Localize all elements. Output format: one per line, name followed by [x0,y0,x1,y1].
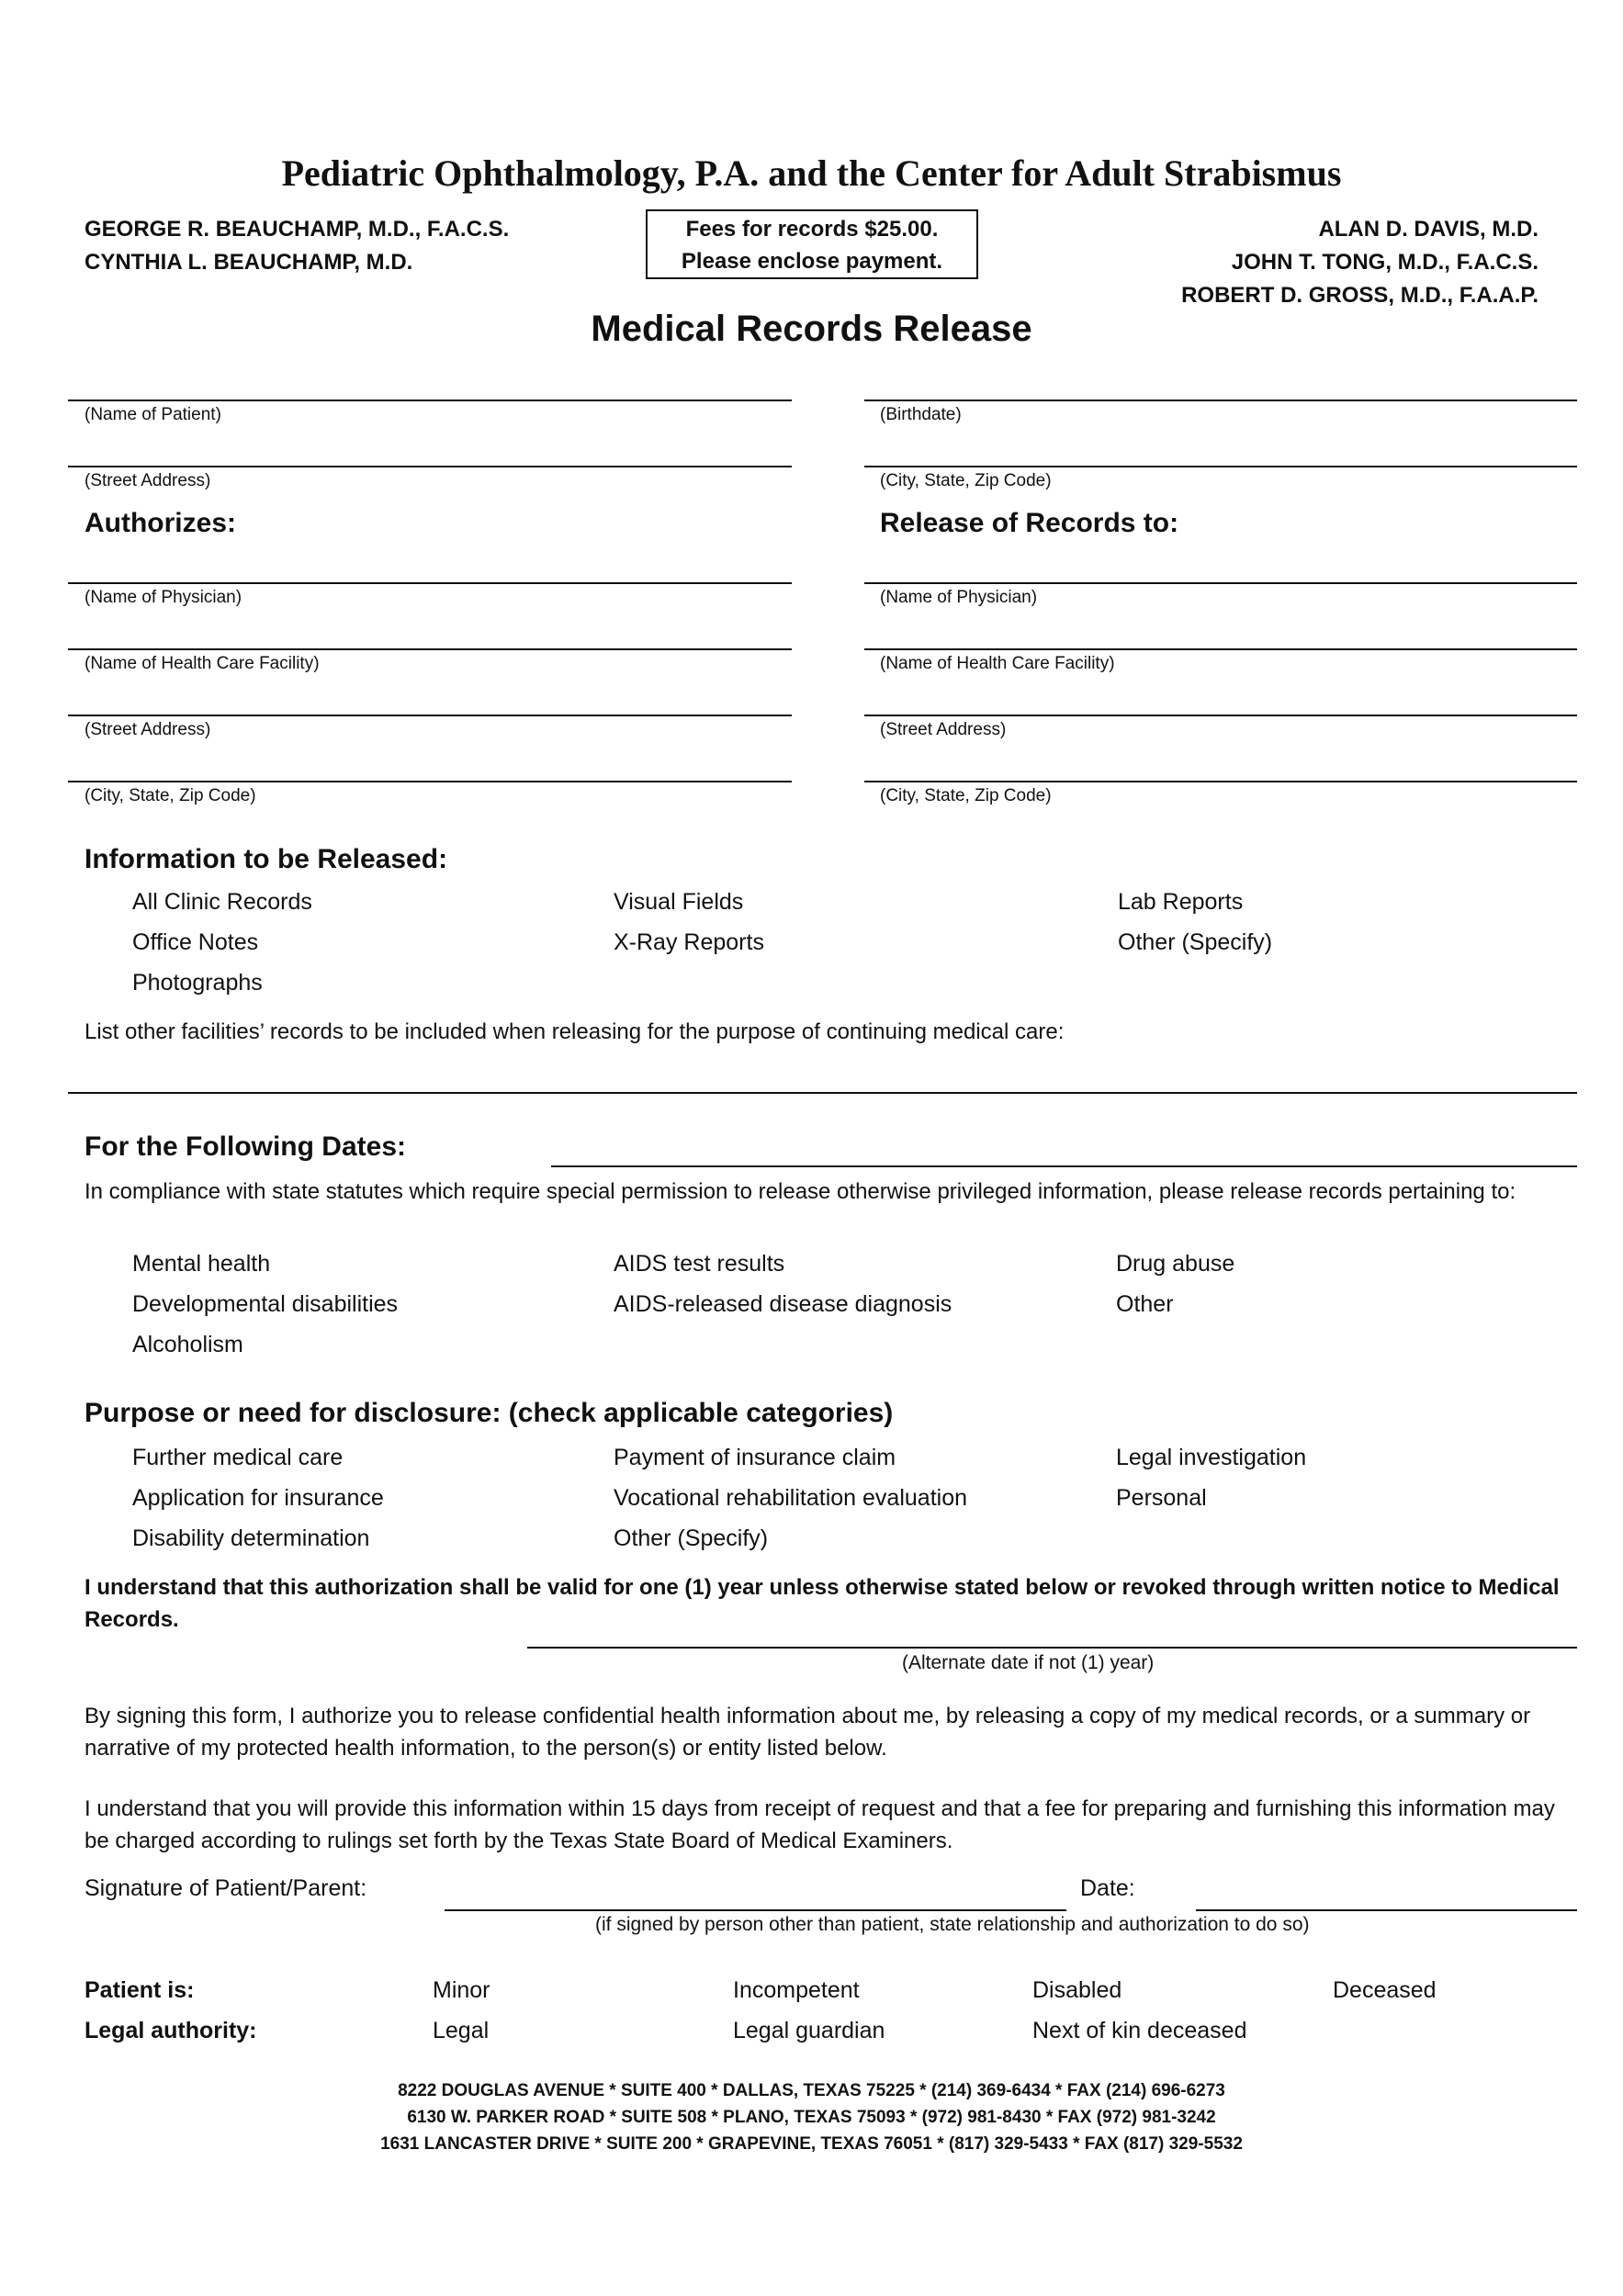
release-street-field[interactable] [864,715,1577,716]
special-option[interactable]: AIDS test results [614,1251,785,1277]
release-facility-field[interactable] [864,648,1577,650]
signature-field[interactable] [445,1909,1066,1911]
release-to-heading: Release of Records to: [880,508,1179,538]
footer-addresses [0,2077,1623,2157]
legal-authority-label: Legal authority: [85,2018,257,2043]
practice-name: Pediatric Ophthalmology, P.A. and the Center for Adult Strabismus [281,152,1342,194]
signature-note: (if signed by person other than patient, state relationship and authorization to do so) [595,1914,1310,1935]
release-physician-caption: (Name of Physician) [880,588,1038,607]
purpose-heading: Purpose or need for disclosure: (check applicable categories) [85,1398,894,1428]
legal-authority-option[interactable]: Legal guardian [733,2018,885,2043]
fee-line: Please enclose payment. [681,249,943,274]
auth-street-field[interactable] [68,715,792,716]
footer-address-line: 1631 LANCASTER DRIVE * SUITE 200 * GRAPEVINE, TEXAS 76051 * (817) 329-5433 * FAX (817) 329-5532 [380,2134,1243,2154]
signature-label: Signature of Patient/Parent: [85,1875,367,1901]
information-heading: Information to be Released: [85,844,448,874]
special-option[interactable]: AIDS-released disease diagnosis [614,1291,952,1317]
date-label: Date: [1080,1875,1135,1901]
purpose-option[interactable]: Disability determination [132,1525,370,1551]
info-option[interactable]: All Clinic Records [132,889,312,915]
info-option[interactable]: Other (Specify) [1118,929,1273,955]
consent-paragraph: I understand that you will provide this information within 15 days from receipt of request and that a fee for preparing and furnishing this information may be charged according to rulings set forth by the Texas State Board of Medical Examiners. [85,1796,1555,1853]
purpose-option[interactable]: Application for insurance [132,1485,384,1511]
info-option[interactable]: Visual Fields [614,889,744,915]
legal-authority-option[interactable]: Legal [433,2018,490,2043]
auth-facility-caption: (Name of Health Care Facility) [85,654,320,673]
authorizes-heading: Authorizes: [85,508,236,538]
info-option[interactable]: Photographs [132,970,263,996]
info-option[interactable]: X-Ray Reports [614,929,764,955]
release-city-field[interactable] [864,781,1577,782]
purpose-option[interactable]: Other (Specify) [614,1525,769,1551]
special-option[interactable]: Developmental disabilities [132,1291,399,1317]
doctor-name: GEORGE R. BEAUCHAMP, M.D., F.A.C.S. [85,217,510,242]
patient-name-field[interactable] [68,400,792,401]
doctor-name: ROBERT D. GROSS, M.D., F.A.A.P. [1181,283,1538,308]
auth-physician-field[interactable] [68,582,792,584]
other-facilities-field[interactable] [68,1092,1577,1094]
fee-line: Fees for records $25.00. [685,217,939,242]
release-facility-caption: (Name of Health Care Facility) [880,654,1115,673]
footer-address-line: 6130 W. PARKER ROAD * SUITE 508 * PLANO, TEXAS 75093 * (972) 981-8430 * FAX (972) 981-3242 [407,2108,1216,2127]
purpose-option[interactable]: Personal [1116,1485,1207,1511]
special-option[interactable]: Drug abuse [1116,1251,1235,1277]
info-option[interactable]: Office Notes [132,929,259,955]
patient-status-option[interactable]: Incompetent [733,1977,860,2003]
doctor-name: ALAN D. DAVIS, M.D. [1318,217,1538,242]
consent-paragraph: By signing this form, I authorize you to release confidential health information about me, by releasing a copy of my medical records, or a summary or narrative of my protected health information, to the person(s) or entity listed below. [85,1704,1531,1761]
auth-city-field[interactable] [68,781,792,782]
alternate-date-caption: (Alternate date if not (1) year) [902,1652,1155,1673]
patient-status-label: Patient is: [85,1977,195,2003]
special-option[interactable]: Alcoholism [132,1332,243,1357]
purpose-option[interactable]: Further medical care [132,1445,344,1470]
alternate-date-field[interactable] [527,1647,1577,1649]
auth-facility-field[interactable] [68,648,792,650]
birthdate-caption: (Birthdate) [880,405,962,424]
dates-heading: For the Following Dates: [85,1131,406,1162]
special-option[interactable]: Other [1116,1291,1174,1317]
auth-city-caption: (City, State, Zip Code) [85,786,256,805]
patient-city-field[interactable] [864,466,1577,467]
purpose-option[interactable]: Payment of insurance claim [614,1445,896,1470]
auth-street-caption: (Street Address) [85,720,211,739]
special-option[interactable]: Mental health [132,1251,271,1277]
release-physician-field[interactable] [864,582,1577,584]
dates-field[interactable] [551,1165,1577,1167]
right-doctor-list [1181,213,1538,312]
patient-status-option[interactable]: Disabled [1032,1977,1122,2003]
form-title: Medical Records Release [591,309,1032,349]
fee-notice-box [646,209,978,279]
patient-status-option[interactable]: Deceased [1333,1977,1437,2003]
release-street-caption: (Street Address) [880,720,1007,739]
purpose-option[interactable]: Vocational rehabilitation evaluation [614,1485,967,1511]
other-facilities-text: List other facilities’ records to be included when releasing for the purpose of continuing medical care: [85,1019,1065,1044]
footer-address-line: 8222 DOUGLAS AVENUE * SUITE 400 * DALLAS, TEXAS 75225 * (214) 369-6434 * FAX (214) 696-6273 [398,2081,1225,2100]
doctor-name: JOHN T. TONG, M.D., F.A.C.S. [1231,250,1538,275]
info-option[interactable]: Lab Reports [1118,889,1244,915]
patient-status-option[interactable]: Minor [433,1977,490,2003]
left-doctor-list [85,213,509,279]
birthdate-field[interactable] [864,400,1577,401]
validity-text: I understand that this authorization shall be valid for one (1) year unless otherwise stated below or revoked through written notice to Medical Records. [85,1575,1560,1632]
purpose-option[interactable]: Legal investigation [1116,1445,1307,1470]
signature-date-field[interactable] [1196,1909,1577,1911]
release-city-caption: (City, State, Zip Code) [880,786,1052,805]
patient-name-caption: (Name of Patient) [85,405,221,424]
compliance-text: In compliance with state statutes which require special permission to release otherwise privileged information, please release records pertaining to: [85,1179,1516,1204]
patient-city-caption: (City, State, Zip Code) [880,471,1052,490]
patient-street-field[interactable] [68,466,792,467]
legal-authority-option[interactable]: Next of kin deceased [1032,2018,1247,2043]
patient-street-caption: (Street Address) [85,471,211,490]
auth-physician-caption: (Name of Physician) [85,588,242,607]
doctor-name: CYNTHIA L. BEAUCHAMP, M.D. [85,250,413,275]
